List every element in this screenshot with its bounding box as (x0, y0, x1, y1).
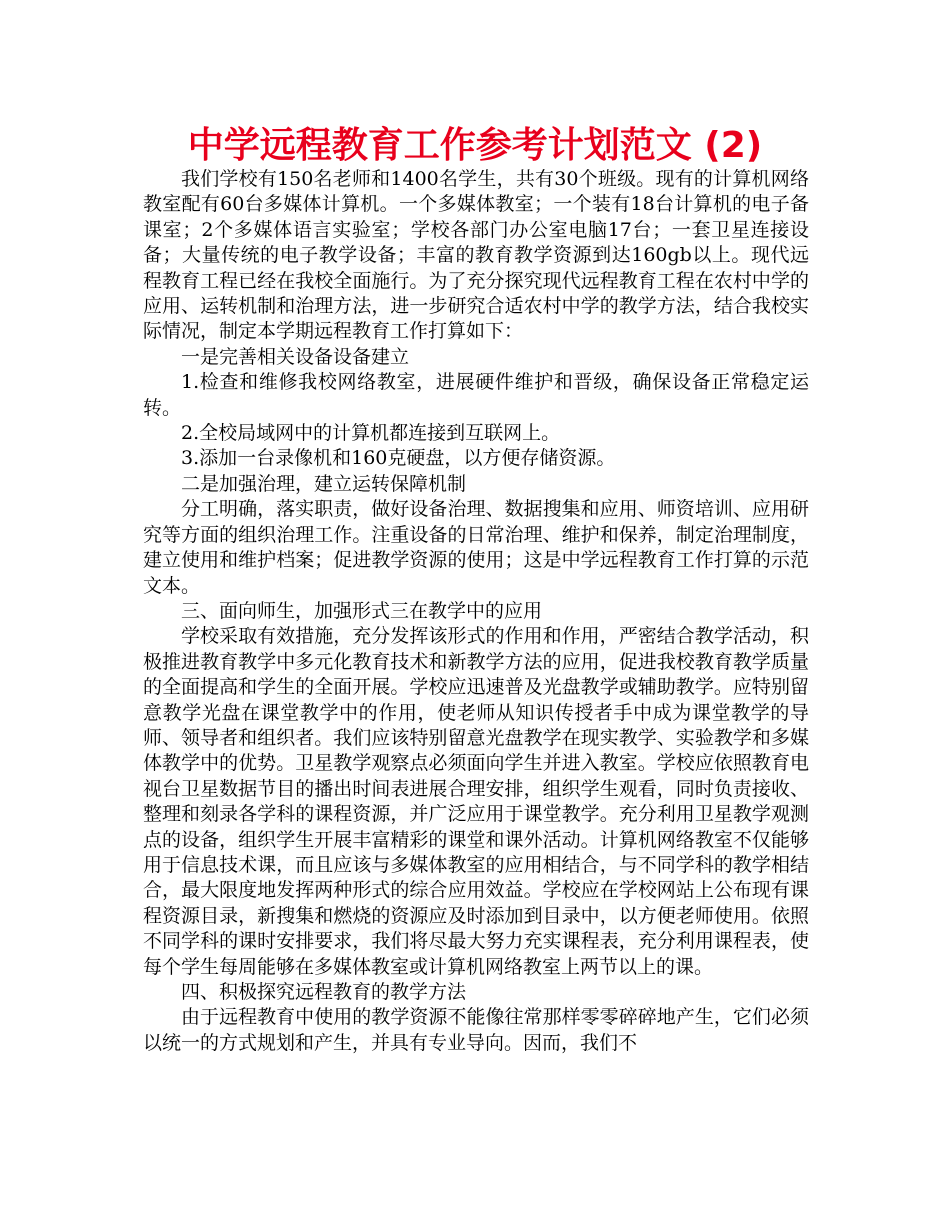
paragraph-intro: 我们学校有150名老师和1400名学生，共有30个班级。现有的计算机网络教室配有60台多媒体计算机。一个多媒体教室；一个装有18台计算机的电子备课室；2个多媒体语言实验室；学校各部门办公室电脑17台；一套卫星连接设备；大量传统的电子教学设备；丰富的教育教学资源到达160gb以上。现代远程教育工程已经在我校全面施行。为了充分探究现代远程教育工程在农村中学的应用、运转机制和治理方法，进一步研究合适农村中学的教学方法，结合我校实际情况，制定本学期远程教育工作打算如下： (143, 168, 809, 343)
section-heading-1: 一是完善相关设备设备建立 (181, 345, 410, 368)
list-item-3: 3.添加一台录像机和160克硬盘，以方便存储资源。 (181, 447, 616, 470)
list-item-2: 2.全校局域网中的计算机都连接到互联网上。 (181, 422, 561, 445)
list-item-1: 1.检查和维修我校网络教室，进展硬件维护和晋级，确保设备正常稳定运转。 (143, 371, 809, 419)
section-heading-2: 二是加强治理，建立运转保障机制 (181, 472, 467, 495)
document-body (143, 167, 809, 1056)
paragraph-methods: 由于远程教育中使用的教学资源不能像往常那样零零碎碎地产生，它们必须以统一的方式规划和产生，并具有专业导向。因而，我们不 (143, 1006, 809, 1054)
page-title: 中学远程教育工作参考计划范文 (2) (187, 125, 763, 166)
section-heading-4: 四、积极探究远程教育的教学方法 (181, 981, 467, 1003)
paragraph-management: 分工明确，落实职责，做好设备治理、数据搜集和应用、师资培训、应用研究等方面的组织治理工作。注重设备的日常治理、维护和保养，制定治理制度，建立使用和维护档案；促进教学资源的使用；这是中学远程教育工作打算的示范文本。 (143, 498, 809, 597)
section-heading-3: 三、面向师生，加强形式三在教学中的应用 (181, 599, 543, 622)
paragraph-application: 学校采取有效措施，充分发挥该形式的作用和作用，严密结合教学活动，积极推进教育教学中多元化教育技术和新教学方法的应用，促进我校教育教学质量的全面提高和学生的全面开展。学校应迅速普及光盘教学或辅助教学。应特别留意教学光盘在课堂教学中的作用，使老师从知识传授者手中成为课堂教学的导师、领导者和组织者。我们应该特别留意光盘教学在现实教学、实验教学和多媒体教学中的优势。卫星教学观察点必须面向学生并进入教室。学校应依照教育电视台卫星数据节目的播出时间表进展合理安排，组织学生观看，同时负责接收、整理和刻录各学科的课程资源，并广泛应用于课堂教学。充分利用卫星教学观测点的设备，组织学生开展丰富精彩的课堂和课外活动。计算机网络教室不仅能够用于信息技术课，而且应该与多媒体教室的应用相结合，与不同学科的教学相结合，最大限度地发挥两种形式的综合应用效益。学校应在学校网站上公布现有课程资源目录，新搜集和燃烧的资源应及时添加到目录中，以方便老师使用。依照不同学科的课时安排要求，我们将尽最大努力充实课程表，充分利用课程表，使每个学生每周能够在多媒体教室或计算机网络教室上两节以上的课。 (143, 625, 809, 978)
